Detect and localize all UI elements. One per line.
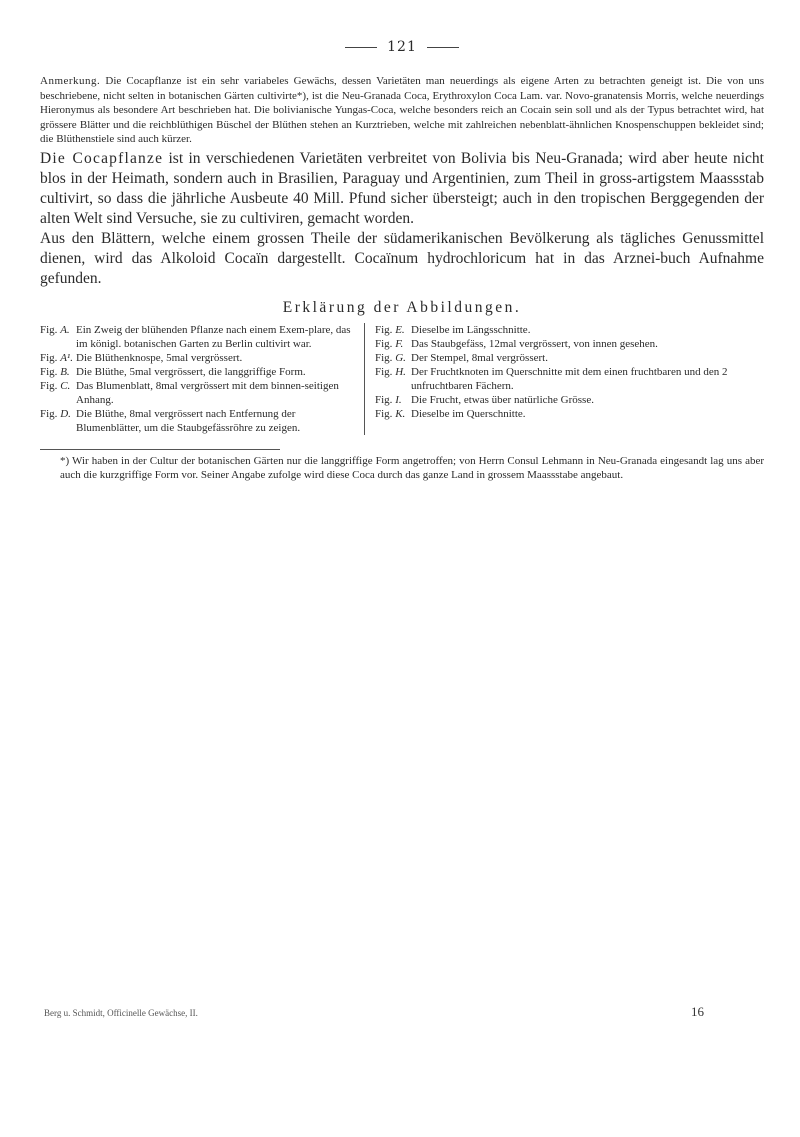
figure-legend [40,323,764,435]
footnote [40,454,764,482]
legend-item: Fig. K. Dieselbe im Querschnitte. [375,407,526,420]
main-paragraph-2: Aus den Blättern, welche einem grossen Theile der südamerikanischen Bevölkerung als tägliches Genussmittel dienen, wird das Alkoloid Cocaïn dargestellt. Cocaïnum hydrochloricum hat in das Arznei-buch Aufnahme gefunden. [40,229,764,287]
legend-title: Erklärung der Abbildungen. [282,298,522,316]
legend-item: Fig. F. Das Staubgefäss, 12mal vergrössert, von innen gesehen. [375,337,658,350]
legend-column-left [40,323,365,435]
signature-mark: 16 [691,1004,704,1019]
main-text [40,149,764,289]
main-paragraph-1 [40,149,764,229]
annotation-paragraph [40,74,764,147]
legend-item: Fig. E. Dieselbe im Längsschnitte. [375,323,531,336]
footnote-rule [40,449,280,450]
page-footer [44,1004,704,1019]
page [40,38,764,482]
legend-item: Fig. D. Die Blüthe, 8mal vergrössert nach Entfernung der Blumenblätter, um die Staubgefässröhre zu zeigen. [40,407,301,434]
annotation-head: Anmerkung. [40,75,101,87]
source-line: Berg u. Schmidt, Officinelle Gewächse, II. [44,1008,198,1018]
legend-column-right [365,323,764,435]
main-paragraph-1-text: ist in verschiedenen Varietäten verbreitet von Bolivia bis Neu-Granada; wird aber heute nicht blos in der Heimath, sondern auch in Brasilien, Paraguay und Argentinien, zum Theil in gross-artigstem Maassstab cultivirt, so dass die jährliche Ausbeute 40 Mill. Pfund sicher übersteigt; auch in den tropischen Berggegenden der alten Welt sind Versuche, sie zu cultiviren, gemacht worden. [40,149,764,227]
legend-item: Fig. C. Das Blumenblatt, 8mal vergrössert mit dem binnen-seitigen Anhang. [40,379,339,406]
legend-item: Fig. I. Die Frucht, etwas über natürliche Grösse. [375,393,594,406]
legend-item: Fig. G. Der Stempel, 8mal vergrössert. [375,351,548,364]
dash-right [427,47,459,48]
dash-left [345,47,377,48]
page-number-text: 121 [387,39,417,55]
legend-item: Fig. A. Ein Zweig der blühenden Pflanze nach einem Exem-plare, das im königl. botanischen Garten zu Berlin cultivirt war. [40,323,351,350]
legend-item: Fig. B. Die Blüthe, 5mal vergrössert, die langgriffige Form. [40,365,306,378]
legend-item: Fig. A¹. Die Blüthenknospe, 5mal vergrössert. [40,351,243,364]
annotation-text: Die Cocapflanze ist ein sehr variabeles Gewächs, dessen Varietäten man neuerdings als eigene Arten zu betrachten geneigt ist. Die von uns beschriebene, nicht selten in botanischen Gärten cultivirte*), ist die Neu-Granada Coca, Erythroxylon Coca Lam. var. Novo-granatensis Morris, welche neuerdings Hieronymus als besondere Art beschrieben hat. Die bolivianische Yungas-Coca, welche besonders reich an Cocain sein soll und als der Typus betrachtet wird, hat grössere Blätter und die reichblüthigen Büschel der Blüthen stehen an Kurztrieben, welche mit zahlreichen nebenblatt-ähnlichen Knospenschuppen bekleidet sind; die Blüthenstiele sind auch kürzer. [40,75,764,145]
legend-item: Fig. H. Der Fruchtknoten im Querschnitte mit dem einen fruchtbaren und den 2 unfruchtbaren Fächern. [375,365,728,392]
footnote-text: *) Wir haben in der Cultur der botanischen Gärten nur die langgriffige Form angetroffen; von Herrn Consul Lehmann in Neu-Granada eingesandt lag uns aber auch die kurzgriffige Form vor. Seiner Angabe zufolge wird diese Coca durch das ganze Land in grossem Maassstabe angebaut. [60,454,764,481]
main-paragraph-1-lead: Die Cocapflanze [40,149,164,167]
page-number [40,38,764,56]
